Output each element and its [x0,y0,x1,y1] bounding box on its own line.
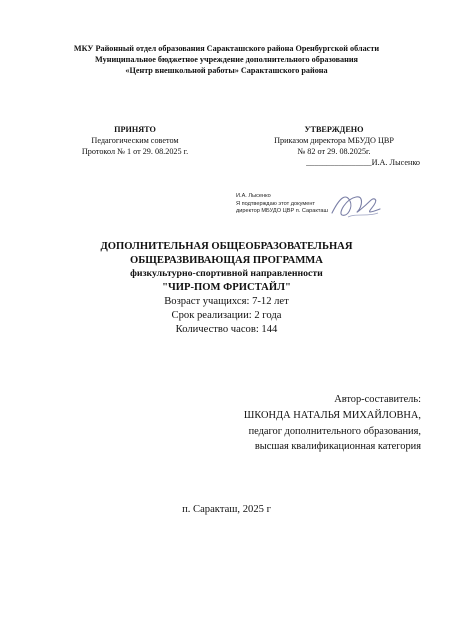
approved-block [248,124,420,168]
accepted-title: ПРИНЯТО [114,125,156,134]
org-line-3: «Центр внешкольной работы» Саракташского района [125,66,328,75]
author-position: педагог дополнительного образования, [248,426,421,437]
signature-confirm: Я подтверждаю этот документ [236,200,315,207]
approved-title: УТВЕРЖДЕНО [304,125,364,134]
program-hours: Количество часов: 144 [175,324,278,335]
signature-scribble-icon [328,187,384,223]
author-name: ШКОНДА НАТАЛЬЯ МИХАЙЛОВНА, [243,410,421,421]
program-title-line-1: ДОПОЛНИТЕЛЬНАЯ ОБЩЕОБРАЗОВАТЕЛЬНАЯ [100,241,353,252]
signature-name: И.А. Лысенко [236,193,271,199]
program-name: "ЧИР-ПОМ ФРИСТАЙЛ" [162,282,291,293]
author-category: высшая квалификационная категория [254,441,421,452]
accepted-line-1: Педагогическим советом [91,136,179,145]
digital-signature [236,193,386,223]
author-label: Автор-составитель: [334,394,421,405]
signature-role: директор МБУДО ЦВР п. Саракташ [236,208,328,215]
accepted-block [60,124,210,157]
org-line-2: Муниципальное бюджетное учреждение дополнительного образования [95,55,358,64]
program-age: Возраст учащихся: 7-12 лет [164,296,289,307]
approved-line-2: № 82 от 29. 08.2025г. [297,147,371,156]
program-duration: Срок реализации: 2 года [171,310,282,321]
program-title-line-2: ОБЩЕРАЗВИВАЮЩАЯ ПРОГРАММА [130,255,323,266]
org-line-1: МКУ Районный отдел образования Саракташского района Оренбургской области [73,44,380,53]
approved-line-1: Приказом директора МБУДО ЦВР [274,136,394,145]
place-year: п. Саракташ, 2025 г [182,504,271,515]
program-direction: физкультурно-спортивной направленности [130,268,323,279]
accepted-line-2: Протокол № 1 от 29. 08.2025 г. [81,147,189,156]
approved-line-3: ________________И.А. Лысенко [306,158,420,167]
